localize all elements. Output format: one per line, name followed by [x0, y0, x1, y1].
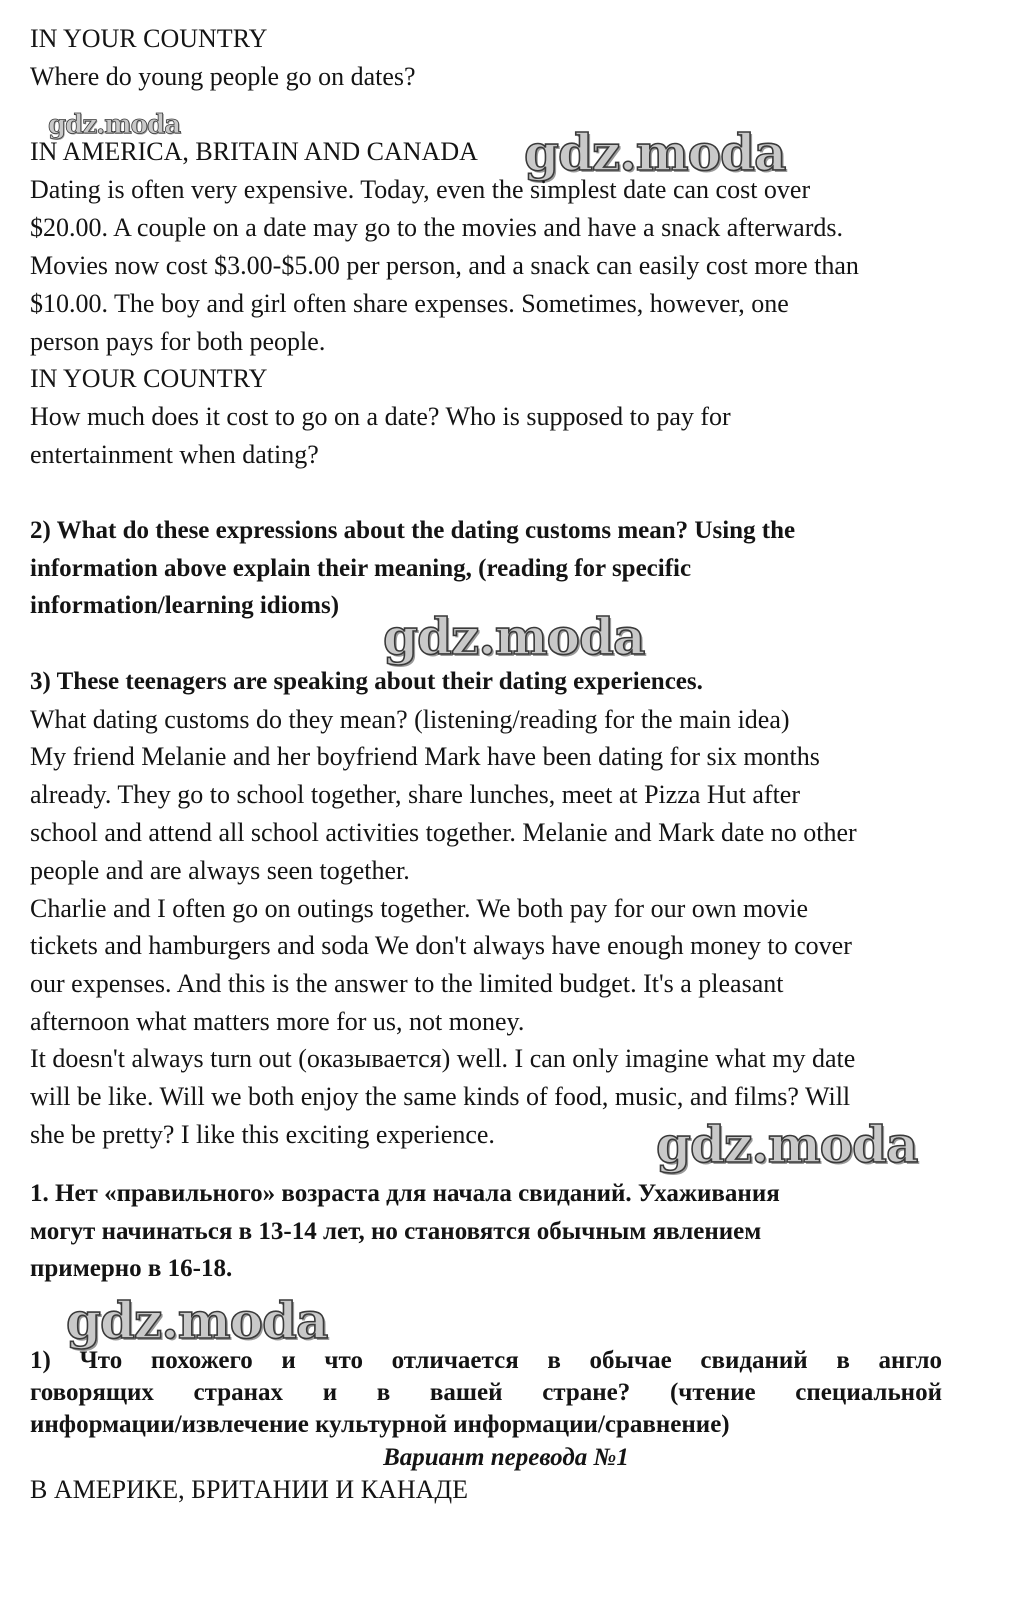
text-line: person pays for both people. — [30, 327, 326, 356]
watermark-logo: gdz.moda — [66, 1291, 328, 1350]
watermark-logo: gdz.moda — [656, 1115, 918, 1174]
text-line: $20.00. A couple on a date may go to the movies and have a snack afterwards. — [30, 213, 843, 242]
text-line: already. They go to school together, share lunches, meet at Pizza Hut after — [30, 780, 801, 809]
text-line: our expenses. And this is the answer to the limited budget. It's a pleasant — [30, 969, 784, 998]
question-line: Where do young people go on dates? — [30, 62, 416, 91]
text-line: What dating customs do they mean? (listening/reading for the main idea) — [30, 705, 790, 734]
task-heading: information above explain their meaning, (reading for specific — [30, 555, 692, 582]
section-heading-ru: В АМЕРИКЕ, БРИТАНИИ И КАНАДЕ — [30, 1475, 469, 1504]
task-heading: 3) These teenagers are speaking about their dating experiences. — [30, 668, 703, 695]
section-heading: IN YOUR COUNTRY — [30, 364, 268, 393]
watermark-logo: gdz.moda — [524, 123, 786, 182]
answer-line: 1. Нет «правильного» возраста для начала свиданий. Ухаживания — [30, 1180, 780, 1207]
text-line: Charlie and I often go on outings together. We both pay for our own movie — [30, 894, 808, 923]
text-line: It doesn't always turn out (оказывается) well. I can only imagine what my date — [30, 1044, 856, 1073]
question-line: How much does it cost to go on a date? Who is supposed to pay for — [30, 402, 731, 431]
watermark-logo: gdz.moda — [48, 110, 181, 140]
text-line: Dating is often very expensive. Today, even the simplest date can cost over — [30, 175, 811, 204]
text-line: tickets and hamburgers and soda We don't always have enough money to cover — [30, 931, 852, 960]
translation-variant-title: Вариант перевода №1 — [383, 1444, 629, 1471]
text-line: afternoon what matters more for us, not money. — [30, 1007, 525, 1036]
text-line: school and attend all school activities together. Melanie and Mark date no other — [30, 818, 857, 847]
text-line: people and are always seen together. — [30, 856, 410, 885]
task-heading: 2) What do these expressions about the dating customs mean? Using the — [30, 517, 796, 544]
text-line: $10.00. The boy and girl often share expenses. Sometimes, however, one — [30, 289, 789, 318]
watermark-logo: gdz.moda — [383, 607, 645, 666]
section-heading: IN YOUR COUNTRY — [30, 24, 268, 53]
question-line: entertainment when dating? — [30, 440, 319, 469]
task-heading-ru: информации/извлечение культурной информации/сравнение) — [30, 1411, 730, 1438]
text-line: My friend Melanie and her boyfriend Mark have been dating for six months — [30, 742, 820, 771]
text-line: she be pretty? I like this exciting experience. — [30, 1120, 495, 1149]
text-line: will be like. Will we both enjoy the same kinds of food, music, and films? Will — [30, 1082, 851, 1111]
task-heading: information/learning idioms) — [30, 592, 340, 619]
answer-line: могут начинаться в 13-14 лет, но становятся обычным явлением — [30, 1218, 762, 1245]
task-heading-ru: говорящих странах и в вашей стране? (чтение специальной — [30, 1379, 942, 1406]
text-line: Movies now cost $3.00-$5.00 per person, and a snack can easily cost more than — [30, 251, 859, 280]
answer-line: примерно в 16-18. — [30, 1255, 233, 1282]
task-heading-ru: 1) Что похожего и что отличается в обычае свиданий в англо — [30, 1347, 942, 1374]
section-heading: IN AMERICA, BRITAIN AND CANADA — [30, 137, 478, 166]
